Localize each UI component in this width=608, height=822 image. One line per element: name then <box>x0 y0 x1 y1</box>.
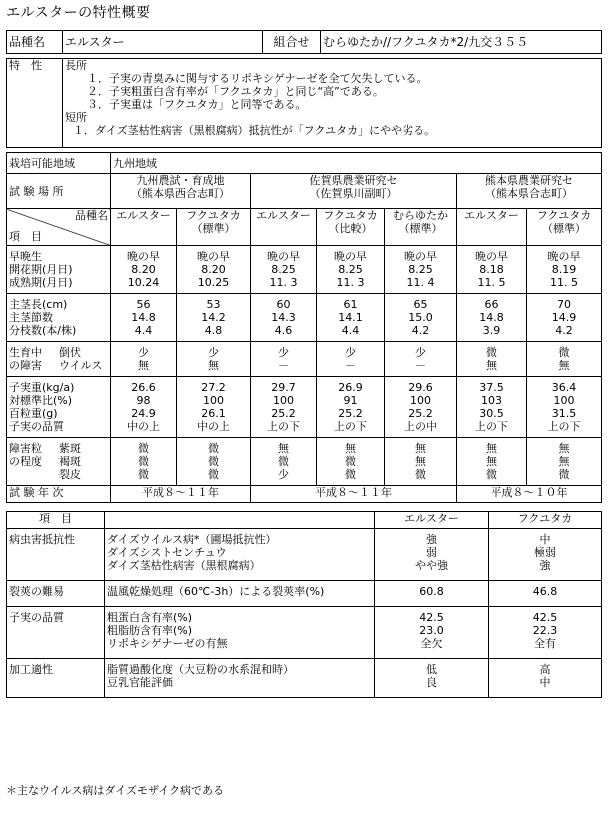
test-table <box>6 152 602 503</box>
data-value: 36.4 <box>551 381 577 394</box>
data-value: 無 <box>415 455 426 468</box>
years-value: 平成８～１１年 <box>111 486 251 503</box>
bottom-row <box>7 659 602 698</box>
data-value: 4.2 <box>411 324 430 337</box>
bottom-item: 豆乳官能評価 <box>107 676 173 689</box>
data-value: 4.4 <box>341 324 360 337</box>
bottom-item: 粗脂肪含有率(%) <box>107 624 193 637</box>
data-cell <box>385 294 457 342</box>
group-sublabel: 裂皮 <box>59 468 81 481</box>
data-value: 15.0 <box>408 311 433 324</box>
bottom-rows <box>7 529 602 698</box>
data-cell <box>177 377 251 438</box>
data-value: 60 <box>276 298 291 311</box>
bottom-elster-values <box>375 529 489 581</box>
data-value: 31.5 <box>551 407 577 420</box>
data-value: 少 <box>278 346 289 359</box>
bottom-row <box>7 607 602 659</box>
data-value: － <box>278 359 289 372</box>
group-label <box>7 294 111 342</box>
data-value: 8.25 <box>408 263 433 276</box>
data-value: 11. 3 <box>336 276 365 289</box>
data-group-row <box>7 246 602 294</box>
data-cell <box>111 377 177 438</box>
variety-header: 品種名 <box>75 209 108 222</box>
data-value: 少 <box>208 346 219 359</box>
data-cell <box>385 246 457 294</box>
data-value: 37.5 <box>479 381 504 394</box>
data-value: 30.5 <box>479 407 504 420</box>
region-label: 栽培可能地域 <box>7 153 111 174</box>
data-value: 4.6 <box>274 324 293 337</box>
data-value: 微 <box>486 346 497 359</box>
years-value: 平成８～１１年 <box>251 486 457 503</box>
bottom-value: 全有 <box>534 637 556 650</box>
data-value: 無 <box>415 442 426 455</box>
item-variety-corner <box>7 209 111 246</box>
bottom-items <box>105 659 375 698</box>
group-label-line: 対標準比(%) <box>9 394 73 407</box>
bottom-row <box>7 581 602 607</box>
site-name: 熊本県農業研究セ <box>485 174 573 187</box>
group-sublabel: ウイルス <box>59 359 103 372</box>
data-value: 無 <box>558 359 570 372</box>
data-value: 103 <box>481 394 502 407</box>
data-value: 10.24 <box>127 276 160 289</box>
data-value: 微 <box>345 468 356 481</box>
data-value: 微 <box>208 468 219 481</box>
data-value: 66 <box>484 298 499 311</box>
data-value: 91 <box>343 394 358 407</box>
bottom-items <box>105 529 375 581</box>
data-value: 微 <box>138 442 149 455</box>
site-kumamoto <box>457 174 602 209</box>
bottom-item: ダイズシストセンチュウ <box>107 546 227 559</box>
group-label <box>7 342 111 377</box>
years-value: 平成８～１０年 <box>457 486 602 503</box>
data-value: 26.1 <box>201 407 226 420</box>
data-cell <box>317 294 385 342</box>
bottom-value: 60.8 <box>419 585 444 598</box>
data-value: 微 <box>486 468 497 481</box>
data-cell <box>457 246 527 294</box>
site-name: 九州農試・育成地 <box>136 174 225 187</box>
data-value: 100 <box>203 394 224 407</box>
data-cell <box>177 342 251 377</box>
bottom-value: 全欠 <box>420 637 443 650</box>
data-value: 上の下 <box>475 420 508 433</box>
data-value: 61 <box>343 298 358 311</box>
data-value: 29.6 <box>408 381 433 394</box>
data-value: 無 <box>138 359 149 372</box>
data-value: 56 <box>136 298 151 311</box>
bottom-fukuyutaka-values <box>489 659 602 698</box>
data-value: 14.1 <box>338 311 363 324</box>
data-value: 上の下 <box>267 420 300 433</box>
traits-label: 特 性 <box>7 59 63 148</box>
demerit-heading: 短所 <box>65 111 87 124</box>
bottom-value: 中 <box>539 676 551 689</box>
data-value: 微 <box>208 455 219 468</box>
group-sublabel: 紫斑 <box>59 442 81 455</box>
bottom-item: 温風乾燥処理（60℃-3h）による裂莢率(%) <box>107 585 325 598</box>
data-value: 8.18 <box>479 263 504 276</box>
data-value: 25.2 <box>408 407 433 420</box>
merit-item: １．子実の青臭みに関与するリポキシゲナーゼを全て欠失している。 <box>87 72 428 85</box>
group-label-line: の程度 <box>9 455 42 468</box>
bottom-value: 強 <box>426 533 437 546</box>
data-value: 中の上 <box>127 420 160 433</box>
group-label-line: 生育中 <box>9 346 42 359</box>
bottom-items <box>105 607 375 659</box>
data-value: 無 <box>486 359 497 372</box>
bottom-fukuyutaka-values <box>489 581 602 607</box>
data-value: 少 <box>415 346 426 359</box>
data-value: 10.25 <box>197 276 230 289</box>
data-group-row <box>7 438 602 486</box>
data-value: 無 <box>345 442 356 455</box>
merit-item: ３．子実重は「フクユタカ」と同等である。 <box>87 98 307 111</box>
data-cell <box>457 438 527 486</box>
group-label-line: 子実重(kg/a) <box>9 381 75 394</box>
footnote: ＊主なウイルス病はダイズモザイク病である <box>6 784 225 797</box>
data-value: 晩の早 <box>334 250 367 263</box>
bottom-value: 46.8 <box>532 585 558 598</box>
traits-body <box>63 59 602 148</box>
data-value: 8.19 <box>551 263 577 276</box>
bottom-value: 弱 <box>426 546 437 559</box>
bottom-value: 42.5 <box>419 611 444 624</box>
bottom-value: 高 <box>539 663 551 676</box>
data-value: 微 <box>415 468 426 481</box>
years-label: 試 験 年 次 <box>7 486 111 503</box>
bottom-item: リポキシゲナーゼの有無 <box>107 637 228 650</box>
site-name: 佐賀県農業研究セ <box>309 174 398 187</box>
data-value: 26.6 <box>131 381 156 394</box>
group-label-line: 主茎節数 <box>9 311 53 324</box>
data-value: 100 <box>273 394 294 407</box>
data-value: 14.8 <box>479 311 504 324</box>
data-value: 微 <box>208 442 219 455</box>
data-value: － <box>345 359 356 372</box>
merit-heading: 長所 <box>65 59 87 72</box>
data-value: 14.2 <box>201 311 226 324</box>
data-value: 4.4 <box>134 324 153 337</box>
bottom-item-header: 項 目 <box>7 512 105 529</box>
bottom-value: 22.3 <box>532 624 558 637</box>
site-kyushu <box>111 174 251 209</box>
group-label-line: 子実の品質 <box>9 420 64 433</box>
site-place: （佐賀県川副町） <box>309 187 398 200</box>
data-cell <box>317 342 385 377</box>
bottom-fukuyutaka-values <box>489 607 602 659</box>
data-value: 無 <box>558 442 570 455</box>
data-cell <box>251 342 317 377</box>
data-value: 11. 5 <box>477 276 506 289</box>
bottom-row-label: 加工適性 <box>7 659 105 698</box>
data-value: 微 <box>345 455 356 468</box>
bottom-row-label: 病虫害抵抗性 <box>7 529 105 581</box>
data-cell <box>177 438 251 486</box>
bottom-col-elster: エルスター <box>375 512 489 529</box>
data-value: 晩の早 <box>547 250 581 263</box>
trait-sheet <box>6 30 602 698</box>
data-cell <box>177 246 251 294</box>
group-label-line: 早晩生 <box>9 250 42 263</box>
data-cell <box>457 342 527 377</box>
data-cell <box>317 438 385 486</box>
data-value: 無 <box>486 455 497 468</box>
data-cell <box>527 377 602 438</box>
sites-label: 試 験 場 所 <box>7 174 111 209</box>
bottom-elster-values <box>375 607 489 659</box>
data-value: 27.2 <box>201 381 226 394</box>
data-value: 14.3 <box>271 311 296 324</box>
data-value: 3.9 <box>482 324 501 337</box>
bottom-value: やや強 <box>415 559 448 572</box>
col-header: フクユタカ （標準） <box>177 209 251 246</box>
variety-label: 品種名 <box>7 31 63 54</box>
group-label-line: 主茎長(cm) <box>9 298 68 311</box>
col-header: むらゆたか （標準） <box>385 209 457 246</box>
header-table <box>6 30 602 54</box>
bottom-value: 低 <box>426 663 437 676</box>
group-label <box>7 438 111 486</box>
bottom-value: 強 <box>539 559 551 572</box>
group-label-line: 開花期(月日) <box>9 263 73 276</box>
data-cell <box>111 438 177 486</box>
bottom-item: ダイズ茎枯性病害（黒根腐病） <box>107 559 261 572</box>
cross-label: 組合せ <box>263 31 321 54</box>
data-value: 53 <box>206 298 221 311</box>
data-value: 4.2 <box>555 324 573 337</box>
data-value: 晩の早 <box>127 250 160 263</box>
demerit-item: １．ダイズ茎枯性病害（黒根腐病）抵抗性が「フクユタカ」にやや劣る。 <box>73 124 436 137</box>
data-cell <box>251 438 317 486</box>
data-value: 少 <box>138 346 149 359</box>
merit-item: ２．子実粗蛋白含有率が「フクユタカ」と同じ“高”である。 <box>87 85 384 98</box>
data-value: 25.2 <box>271 407 296 420</box>
col-header: エルスター <box>251 209 317 246</box>
col-header: エルスター <box>111 209 177 246</box>
data-value: 無 <box>486 442 497 455</box>
group-label-line: 分枝数(本/株) <box>9 324 77 337</box>
data-value: 微 <box>278 455 289 468</box>
bottom-value: 中 <box>539 533 551 546</box>
data-cell <box>385 438 457 486</box>
data-value: 8.25 <box>271 263 296 276</box>
data-cell <box>457 377 527 438</box>
data-cell <box>527 294 602 342</box>
group-label-line: の障害 <box>9 359 42 372</box>
data-value: 晩の早 <box>267 250 300 263</box>
data-value: 微 <box>558 468 570 481</box>
data-cell <box>111 246 177 294</box>
item-header: 項 目 <box>9 230 42 243</box>
bottom-fukuyutaka-values <box>489 529 602 581</box>
bottom-table <box>6 511 602 698</box>
cross-value: むらゆたか//フクユタカ*2/九交３５５ <box>321 31 602 54</box>
data-value: 無 <box>558 455 570 468</box>
bottom-item: 粗蛋白含有率(%) <box>107 611 193 624</box>
bottom-elster-values <box>375 659 489 698</box>
bottom-col-fukuyutaka: フクユタカ <box>489 512 602 529</box>
region-value: 九州地域 <box>111 153 602 174</box>
data-value: 無 <box>278 442 289 455</box>
bottom-value: 極弱 <box>534 546 556 559</box>
group-sublabel: 褐斑 <box>59 455 81 468</box>
group-label-line: 障害粒 <box>9 442 42 455</box>
data-value: 29.7 <box>271 381 296 394</box>
data-cell <box>527 342 602 377</box>
page-title: エルスターの特性概要 <box>6 5 151 21</box>
data-cell <box>317 377 385 438</box>
data-value: 98 <box>136 394 151 407</box>
group-label-line: 成熟期(月日) <box>9 276 73 289</box>
data-cell <box>317 246 385 294</box>
data-group-row <box>7 342 602 377</box>
group-label <box>7 377 111 438</box>
data-value: 8.25 <box>338 263 363 276</box>
data-cell <box>251 246 317 294</box>
bottom-row-label: 裂莢の難易 <box>7 581 105 607</box>
data-value: 4.8 <box>204 324 223 337</box>
group-label-line: 百粒重(g) <box>9 407 58 420</box>
data-value: 14.8 <box>131 311 156 324</box>
data-value: 少 <box>278 468 289 481</box>
data-value: 100 <box>410 394 431 407</box>
data-value: 24.9 <box>131 407 156 420</box>
data-cell <box>251 377 317 438</box>
data-value: － <box>415 359 426 372</box>
data-value: 微 <box>138 455 149 468</box>
data-cell <box>111 294 177 342</box>
bottom-item: ダイズウイルス病*（圃場抵抗性） <box>107 533 277 546</box>
data-value: 微 <box>558 346 570 359</box>
data-groups <box>7 246 602 486</box>
data-value: 11. 4 <box>406 276 435 289</box>
site-place: （熊本県西合志町） <box>131 187 230 200</box>
bottom-items <box>105 581 375 607</box>
data-value: 上の下 <box>334 420 367 433</box>
data-cell <box>385 377 457 438</box>
data-value: 26.9 <box>338 381 363 394</box>
data-value: 70 <box>557 298 571 311</box>
bottom-value: 23.0 <box>419 624 444 637</box>
data-value: 8.20 <box>201 263 226 276</box>
data-value: 無 <box>208 359 219 372</box>
data-cell <box>177 294 251 342</box>
bottom-row <box>7 529 602 581</box>
group-label <box>7 246 111 294</box>
traits-table <box>6 58 602 148</box>
data-value: 11. 5 <box>550 276 578 289</box>
data-value: 上の中 <box>404 420 437 433</box>
bottom-row-label: 子実の品質 <box>7 607 105 659</box>
data-value: 晩の早 <box>475 250 508 263</box>
col-header: フクユタカ （標準） <box>527 209 602 246</box>
data-value: 晩の早 <box>197 250 230 263</box>
data-cell <box>385 342 457 377</box>
col-header: エルスター <box>457 209 527 246</box>
variety-name: エルスター <box>63 31 263 54</box>
data-cell <box>251 294 317 342</box>
data-value: 8.20 <box>131 263 156 276</box>
data-value: 65 <box>413 298 428 311</box>
site-saga <box>251 174 457 209</box>
data-value: 11. 3 <box>269 276 298 289</box>
data-cell <box>527 438 602 486</box>
data-value: 100 <box>553 394 575 407</box>
data-value: 25.2 <box>338 407 363 420</box>
data-value: 中の上 <box>197 420 230 433</box>
data-value: 上の下 <box>547 420 581 433</box>
data-cell <box>111 342 177 377</box>
site-place: （熊本県合志町） <box>485 187 573 200</box>
data-group-row <box>7 294 602 342</box>
data-value: 少 <box>345 346 356 359</box>
data-cell <box>457 294 527 342</box>
data-value: 微 <box>138 468 149 481</box>
col-header: フクユタカ （比較） <box>317 209 385 246</box>
bottom-elster-values <box>375 581 489 607</box>
bottom-item: 脂質過酸化度（大豆粉の水系混和時） <box>107 663 294 676</box>
bottom-value: 42.5 <box>532 611 558 624</box>
group-sublabel: 倒伏 <box>59 346 81 359</box>
data-group-row <box>7 377 602 438</box>
bottom-value: 良 <box>426 676 437 689</box>
data-value: 晩の早 <box>404 250 437 263</box>
data-cell <box>527 246 602 294</box>
data-value: 14.9 <box>551 311 577 324</box>
